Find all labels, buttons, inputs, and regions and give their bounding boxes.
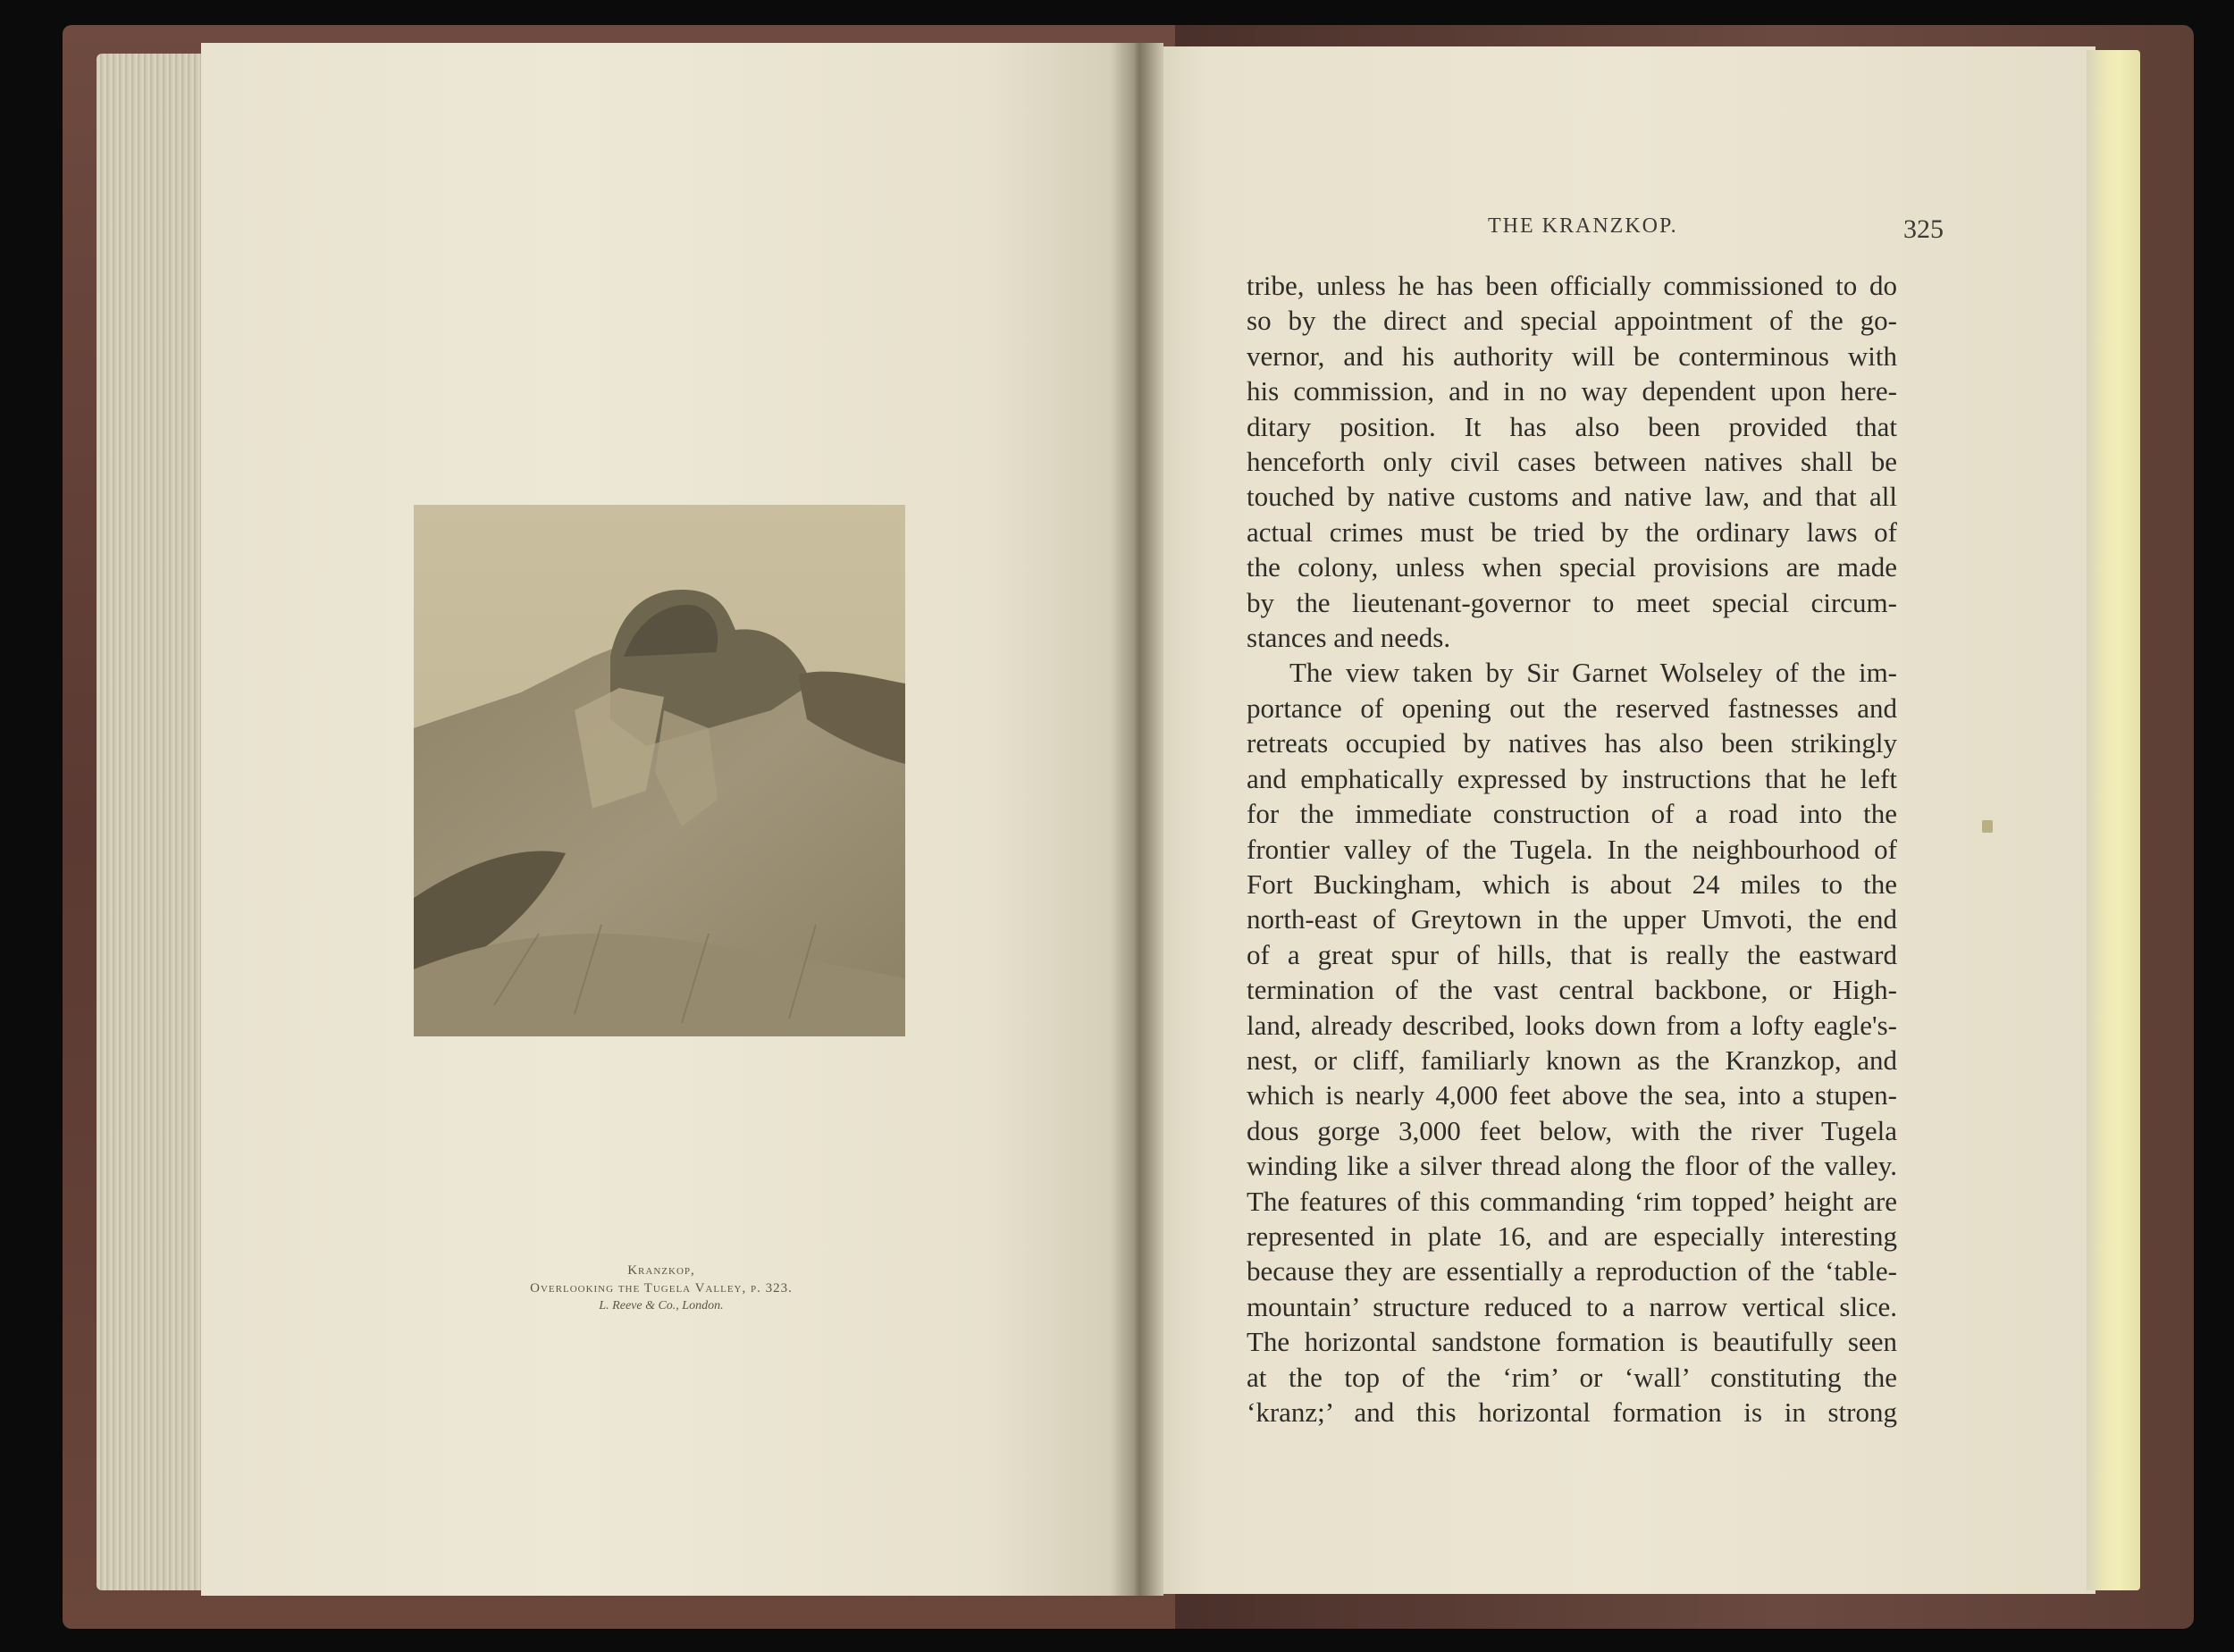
book-gutter [1110, 43, 1163, 1596]
text-line: actual crimes must be tried by the ordinary laws of [1247, 516, 1897, 548]
text-line: The view taken by Sir Garnet Wolseley of the im- [1289, 657, 1897, 689]
page-edges-left [97, 54, 204, 1590]
running-title: THE KRANZKOP. [1488, 214, 1678, 238]
text-line: The features of this commanding ‘rim topped’ height are [1247, 1185, 1897, 1217]
text-line: represented in plate 16, and are especially interesting [1247, 1220, 1897, 1252]
text-line: The horizontal sandstone formation is beautifully seen [1247, 1326, 1897, 1358]
page-blemish [1982, 820, 1993, 833]
text-line: which is nearly 4,000 feet above the sea, into a stupen- [1247, 1079, 1897, 1111]
text-line: stances and needs. [1247, 622, 1451, 654]
caption-title: Kranzkop, [627, 1263, 695, 1278]
caption-subtitle: Overlooking the Tugela Valley, p. 323. [530, 1281, 793, 1296]
text-line: because they are essentially a reproduction of the ‘table- [1247, 1255, 1897, 1287]
text-line: termination of the vast central backbone, or High- [1247, 974, 1897, 1006]
body-text [1247, 268, 1897, 1430]
text-line: and emphatically expressed by instructions that he left [1247, 762, 1897, 794]
page-number: 325 [1903, 214, 1944, 244]
text-line: Fort Buckingham, which is about 24 miles to the [1247, 868, 1897, 900]
text-line: the colony, unless when special provisions are made [1247, 551, 1897, 583]
text-line: mountain’ structure reduced to a narrow vertical slice. [1247, 1290, 1897, 1322]
text-line: henceforth only civil cases between natives shall be [1247, 446, 1897, 478]
text-line: his commission, and in no way dependent upon here- [1247, 375, 1897, 407]
text-line: for the immediate construction of a road into the [1247, 798, 1897, 830]
text-line: tribe, unless he has been officially commissioned to do [1247, 270, 1897, 301]
page-edges-right [2087, 50, 2140, 1590]
text-line: vernor, and his authority will be conterminous with [1247, 340, 1897, 372]
text-line: dous gorge 3,000 feet below, with the river Tugela [1247, 1114, 1897, 1146]
text-line: at the top of the ‘rim’ or ‘wall’ constituting the [1247, 1361, 1897, 1393]
text-line: ditary position. It has also been provided that [1247, 410, 1897, 442]
kranzkop-photo-illustration [414, 505, 905, 1036]
text-line: land, already described, looks down from a lofty eagle's- [1247, 1009, 1897, 1041]
text-line: retreats occupied by natives has also been strikingly [1247, 727, 1897, 759]
text-line: touched by native customs and native law, and that all [1247, 481, 1897, 513]
text-line: winding like a silver thread along the floor of the valley. [1247, 1150, 1897, 1182]
text-line: north-east of Greytown in the upper Umvoti, the end [1247, 903, 1897, 935]
text-line: by the lieutenant-governor to meet special circum- [1247, 586, 1897, 618]
text-line: of a great spur of hills, that is really the eastward [1247, 938, 1897, 970]
text-line: portance of opening out the reserved fastnesses and [1247, 692, 1897, 724]
text-line: frontier valley of the Tugela. In the neighbourhood of [1247, 833, 1897, 865]
plate-photograph [414, 505, 905, 1036]
caption-publisher: L. Reeve & Co., London. [599, 1299, 724, 1312]
text-line: so by the direct and special appointment of the go- [1247, 305, 1897, 337]
text-line: nest, or cliff, familiarly known as the Kranzkop, and [1247, 1044, 1897, 1076]
plate-caption [447, 1262, 876, 1315]
text-line: ‘kranz;’ and this horizontal formation is in strong [1247, 1396, 1897, 1428]
